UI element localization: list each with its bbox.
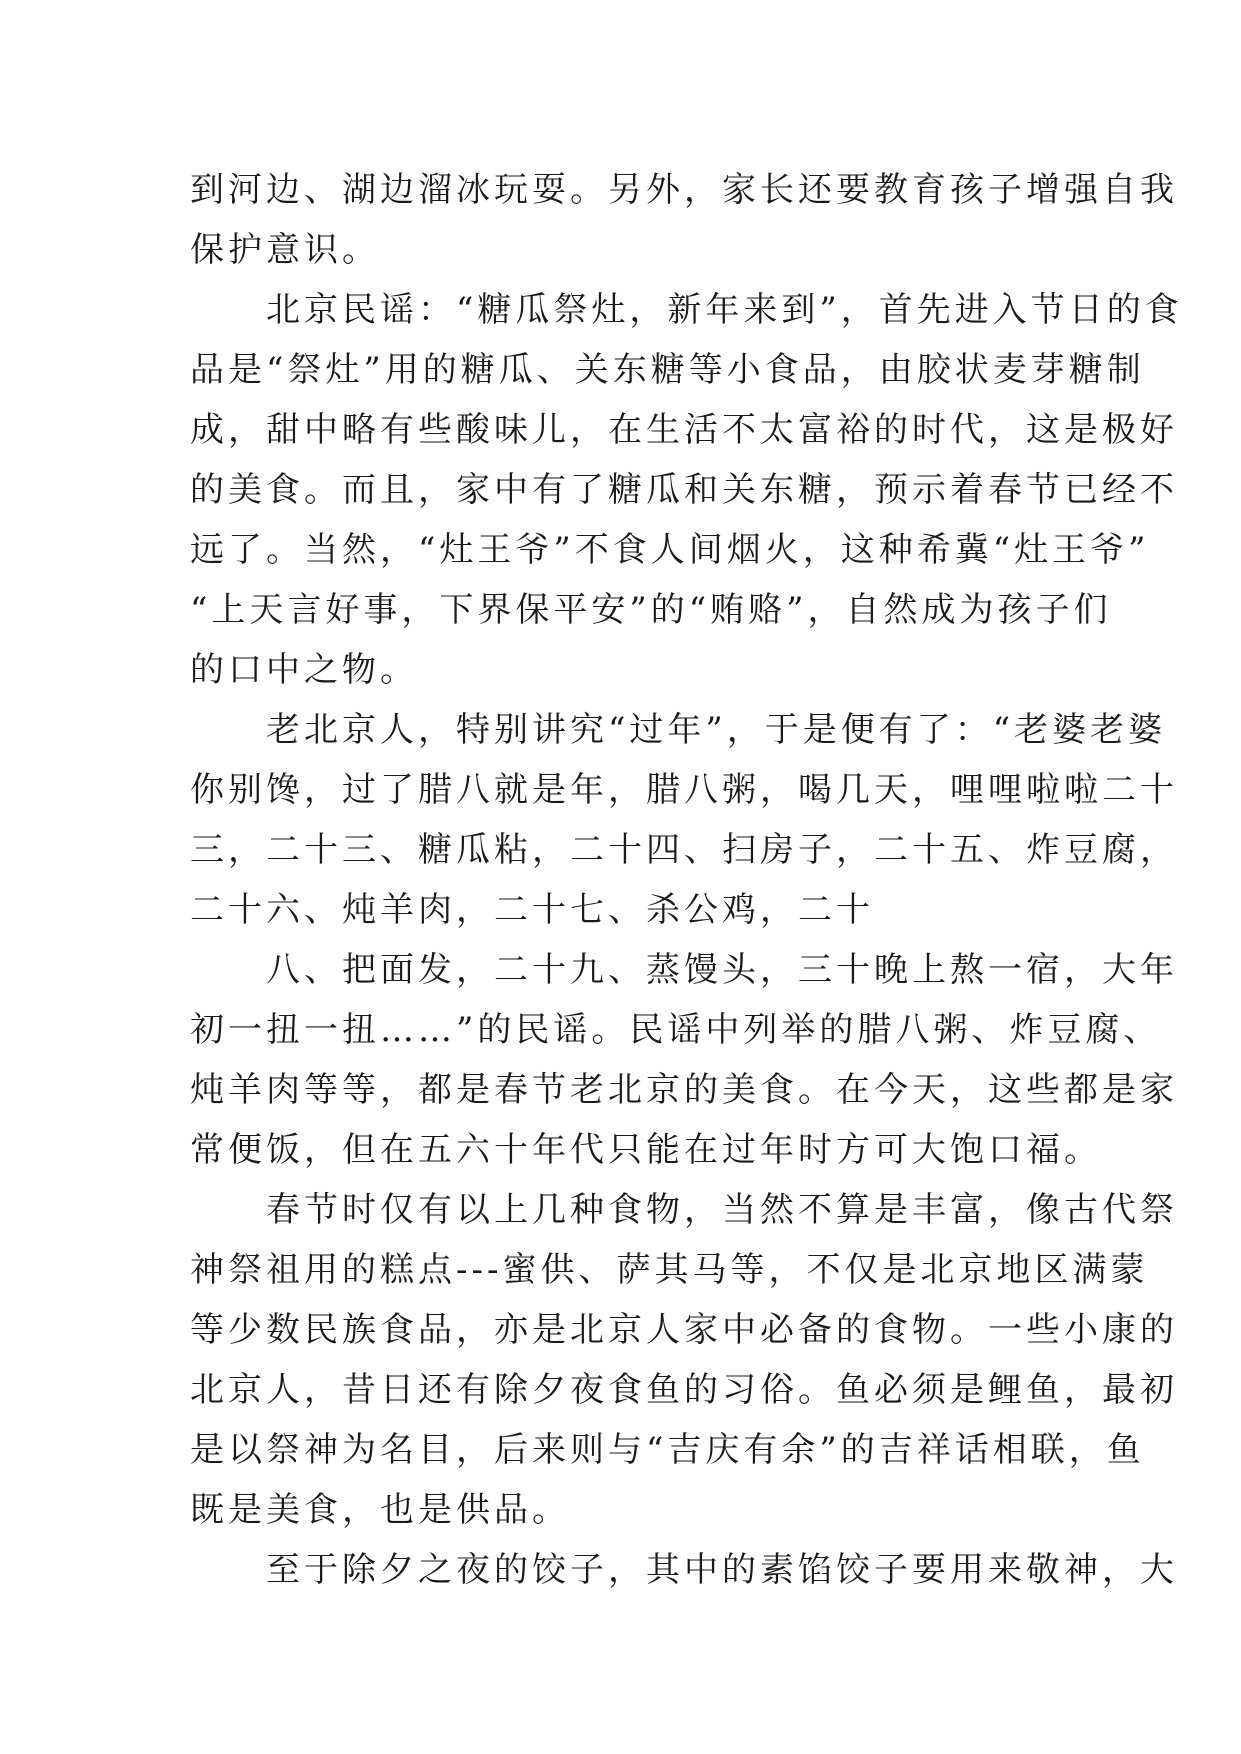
text-line: 的美食。而且，家中有了糖瓜和关东糖，预示着春节已经不 bbox=[190, 470, 1178, 510]
text-line: “上天言好事，下界保平安”的“贿赂”，自然成为孩子们 bbox=[190, 590, 1112, 630]
text-line: 初一扭一扭……”的民谣。民谣中列举的腊八粥、炸豆腐、 bbox=[190, 1010, 1162, 1050]
text-line: 远了。当然，“灶王爷”不食人间烟火，这种希冀“灶王爷” bbox=[190, 530, 1150, 570]
text-line: 二十六、炖羊肉，二十七、杀公鸡，二十 bbox=[190, 890, 874, 930]
text-line: 保护意识。 bbox=[190, 230, 380, 270]
text-line: 品是“祭灶”用的糖瓜、关东糖等小食品，由胶状麦芽糖制 bbox=[190, 350, 1145, 390]
text-line: 等少数民族食品，亦是北京人家中必备的食物。一些小康的 bbox=[190, 1310, 1178, 1350]
text-line: 到河边、湖边溜冰玩耍。另外，家长还要教育孩子增强自我 bbox=[190, 170, 1178, 210]
text-line: 老北京人，特别讲究“过年”，于是便有了：“老婆老婆 bbox=[190, 710, 1167, 750]
text-line: 北京人，昔日还有除夕夜食鱼的习俗。鱼必须是鲤鱼，最初 bbox=[190, 1370, 1178, 1410]
text-line: 成，甜中略有些酸味儿，在生活不太富裕的时代，这是极好 bbox=[190, 410, 1178, 450]
text-line: 至于除夕之夜的饺子，其中的素馅饺子要用来敬神，大 bbox=[190, 1550, 1178, 1590]
text-line: 三，二十三、糖瓜粘，二十四、扫房子，二十五、炸豆腐， bbox=[190, 830, 1178, 870]
text-line: 八、把面发，二十九、蒸馒头，三十晚上熬一宿，大年 bbox=[190, 950, 1178, 990]
text-line: 春节时仅有以上几种食物，当然不算是丰富，像古代祭 bbox=[190, 1190, 1178, 1230]
text-line: 炖羊肉等等，都是春节老北京的美食。在今天，这些都是家 bbox=[190, 1070, 1178, 1110]
text-line: 既是美食，也是供品。 bbox=[190, 1490, 570, 1530]
body-text bbox=[190, 160, 1183, 1600]
text-line: 是以祭神为名目，后来则与“吉庆有余”的吉祥话相联，鱼 bbox=[190, 1430, 1145, 1470]
text-line: 你别馋，过了腊八就是年，腊八粥，喝几天，哩哩啦啦二十 bbox=[190, 770, 1178, 810]
text-line: 的口中之物。 bbox=[190, 650, 418, 690]
text-line: 北京民谣：“糖瓜祭灶，新年来到”，首先进入节日的食 bbox=[190, 290, 1183, 330]
text-line: 神祭祖用的糕点---蜜供、萨其马等，不仅是北京地区满蒙 bbox=[190, 1250, 1149, 1290]
text-line: 常便饭，但在五六十年代只能在过年时方可大饱口福。 bbox=[190, 1130, 1102, 1170]
